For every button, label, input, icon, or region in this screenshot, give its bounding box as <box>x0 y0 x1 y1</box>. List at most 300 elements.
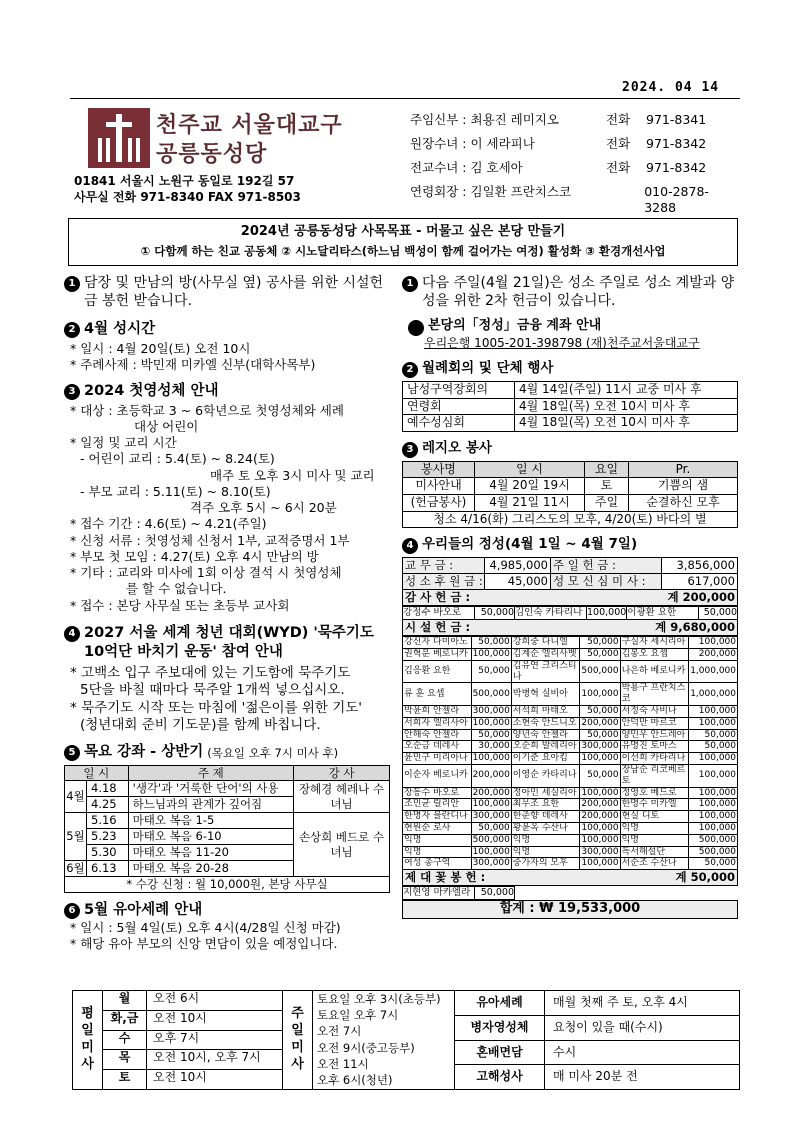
amount-cell: 100,000 <box>581 858 619 869</box>
sacrament-time: 매 미사 20분 전 <box>553 1069 638 1084</box>
weekday-mass-list <box>103 991 283 1089</box>
amount-cell: 200,000 <box>581 811 619 822</box>
header-cell: 일 시 <box>475 461 585 478</box>
table-row <box>403 511 738 528</box>
donor-cell: 익명 <box>403 846 472 858</box>
schedule-row <box>455 991 739 1016</box>
amount-cell: 300,000 <box>472 811 510 822</box>
left-column <box>64 274 396 952</box>
label-char: 일 <box>81 1023 94 1039</box>
table-row <box>403 811 738 823</box>
sacrament-name: 혼배면담 <box>455 1041 545 1065</box>
church-name <box>156 112 376 169</box>
amount-cell: 100,000 <box>587 606 627 618</box>
donor-cell: 강신자 다미아노 <box>403 637 472 649</box>
donor-cell: 서석희 마태오 <box>511 706 580 718</box>
sunday-mass-item: 토요일 오후 7시 <box>317 1008 399 1023</box>
amount-cell: 50,000 <box>580 764 620 787</box>
amount-cell: 100,000 <box>581 834 619 845</box>
amount-cell: 300,000 <box>581 846 619 857</box>
amount-cell: 500,000 <box>689 846 738 858</box>
donor-cell: 소현숙 안드니오 <box>511 717 580 729</box>
list-item: * 일시 : 5월 4일(토) 오후 4시(4/28일 신청 마감) <box>70 919 341 935</box>
amount-cell: 617,000 <box>662 574 738 590</box>
pastoral-goal-box <box>68 218 738 266</box>
schedule-row <box>103 1031 282 1051</box>
time-cell: 4월 18일(목) 오전 10시 미사 후 <box>515 398 738 415</box>
table-row <box>403 606 738 619</box>
church-name-line2: 공릉동성당 <box>156 141 268 167</box>
donor-cell: 윤민구 미리아나 <box>403 753 472 765</box>
section-number-icon: 4 <box>64 626 80 642</box>
section-title: 2027 서울 세계 청년 대회(WYD) '묵주기도 10억단 바치기 운동' 참여 안내 <box>84 624 374 660</box>
section-title: 레지오 봉사 <box>422 439 492 456</box>
label-char: 미 <box>291 1040 304 1055</box>
list-item: (청년대회 준비 기도문)를 함께 바칩니다. <box>80 717 321 734</box>
group-cell: 남성구역장회의 <box>403 381 515 398</box>
contact-role: 전교수녀 : 김 호세아 <box>410 160 523 175</box>
amount-cell: 100,000 <box>472 753 510 764</box>
amount-cell: 100,000 <box>581 822 619 833</box>
sacrament-list <box>455 991 739 1089</box>
amount-cell: 50,000 <box>580 637 620 649</box>
time-cell: 4월 20일 19시 <box>475 478 585 495</box>
header-cell: 주 제 <box>128 765 293 781</box>
donor-cell: 류 훈 요셉 <box>403 683 472 706</box>
donor-cell: 조민균 릴리안 <box>403 799 472 811</box>
donor-cell: 오순희 발레리아 <box>511 741 580 753</box>
table-row <box>403 822 738 834</box>
label-char: 주 <box>291 1006 304 1022</box>
table-row <box>403 787 738 799</box>
sacrament-name: 고해성사 <box>455 1065 545 1089</box>
label-char: 미 <box>81 1040 94 1055</box>
amount-cell: 200,000 <box>581 717 619 728</box>
donor-cell: 유명진 토마스 <box>620 741 689 753</box>
goal-title: 2024년 공릉동성당 사목목표 - 머물고 싶은 본당 만들기 <box>240 224 566 239</box>
label-cell: 성 소 후 원 금 : <box>403 574 485 590</box>
date-cell: 5.30 <box>87 845 129 861</box>
church-address <box>74 174 301 205</box>
label-char: 일 <box>291 1023 304 1039</box>
amount-cell: 500,000 <box>689 834 738 846</box>
time-cell: 오전 6시 <box>153 991 200 1005</box>
amount-cell: 50,000 <box>580 706 620 718</box>
amount-cell: 100,000 <box>581 753 619 764</box>
section-title: 월례회의 및 단체 행사 <box>422 359 554 376</box>
schedule-row <box>455 1016 739 1041</box>
contact-list <box>410 112 740 216</box>
donor-cell: 익명 <box>620 834 689 846</box>
schedule-row <box>103 1050 282 1070</box>
sunday-mass-item: 오후 6시(청년) <box>317 1073 393 1088</box>
amount-cell: 100,000 <box>472 649 510 660</box>
list-item: * 해당 유아 부모의 신앙 면담이 있을 예정입니다. <box>70 936 338 952</box>
altar-total: 계 50,000 <box>675 870 735 885</box>
note-cell: * 수강 신청 : 월 10,000원, 본당 사무실 <box>65 877 390 893</box>
section-number-icon: 2 <box>64 322 80 338</box>
section-number-icon: 1 <box>64 276 80 292</box>
list-item: * 주례사제 : 박민재 미카엘 신부(대학사목부) <box>70 357 316 373</box>
list-item: 격주 오후 5시 ~ 6시 20분 <box>190 500 337 516</box>
lecture-table <box>64 765 390 894</box>
contact-label: 전화 <box>606 112 631 127</box>
amount-cell: 100,000 <box>689 799 738 811</box>
contact-label <box>605 184 645 208</box>
table-row <box>403 858 738 870</box>
contact-role: 원장수녀 : 이 세라피나 <box>410 136 535 151</box>
thanks-offering-table <box>402 606 738 620</box>
amount-cell: 100,000 <box>689 717 738 729</box>
day-cell: 토 <box>585 478 629 495</box>
donor-cell: 오순금 데레사 <box>403 741 472 753</box>
contact-role: 주임신부 : 최용진 레미지오 <box>410 112 559 127</box>
donor-cell: 박병혁 실비아 <box>511 683 580 706</box>
amount-cell: 100,000 <box>689 764 738 787</box>
section-wyd <box>64 624 396 662</box>
list-item: * 일정 및 교리 시간 <box>70 435 177 451</box>
speaker-cell: 손상희 베드로 수녀님 <box>294 813 390 877</box>
donor-cell: 안덕만 마르코 <box>620 717 689 729</box>
header-cell: Pr. <box>629 461 738 478</box>
table-row <box>403 887 739 900</box>
amount-cell: 200,000 <box>689 649 738 661</box>
list-item: * 기타 : 교리와 미사에 1회 이상 결석 시 첫영성체 <box>70 565 342 581</box>
table-row <box>403 415 738 432</box>
month-cell: 5월 <box>65 813 87 861</box>
section-title: 본당의「정성」금융 계좌 안내 <box>428 318 602 334</box>
role-cell: (헌금봉사) <box>403 494 475 511</box>
donor-cell: 여성 총구역 <box>403 858 472 870</box>
amount-cell: 50,000 <box>475 606 515 619</box>
section-bank-account <box>402 318 738 336</box>
section-number-icon: 5 <box>64 745 80 761</box>
sacrament-name: 병자영성체 <box>455 1016 545 1040</box>
list-item: * 일시 : 4월 20일(토) 오전 10시 <box>70 341 251 357</box>
list-item: * 묵주기도 시작 또는 마침에 '젊은이를 위한 기도' <box>70 699 362 716</box>
top-rule <box>70 98 740 99</box>
donor-cell: 서희자 엘리사아 <box>403 717 472 729</box>
table-header-row <box>65 765 390 781</box>
donor-cell: 이순자 베로니카 <box>403 764 472 787</box>
list-item: * 신청 서류 : 첫영성체 신청서 1부, 교적증명서 1부 <box>70 532 350 548</box>
amount-cell: 3,856,000 <box>662 558 738 574</box>
section-title: 목요 강좌 - 상반기 <box>84 743 204 760</box>
sacrament-time: 요청이 있을 때(수시) <box>553 1019 663 1034</box>
address-line1: 01841 서울시 노원구 동일로 192길 57 <box>74 174 295 188</box>
donor-cell: 이선희 카타리나 <box>620 753 689 765</box>
time-cell: 오전 10시 <box>153 1010 207 1025</box>
table-row <box>403 574 738 590</box>
facility-total: 계 9,680,000 <box>655 620 735 635</box>
topic-cell: 마태오 복음 11-20 <box>128 845 293 861</box>
table-row <box>403 637 738 649</box>
section-title: 4월 성시간 <box>84 321 156 338</box>
topic-cell: 마태오 복음 6-10 <box>128 829 293 845</box>
time-cell: 오전 10시, 오후 7시 <box>153 1050 261 1065</box>
amount-cell: 100,000 <box>689 822 738 834</box>
table-row <box>403 649 738 661</box>
donor-cell: 강정수 바오로 <box>403 606 475 619</box>
donor-cell: 김유연 크리스티나 <box>511 660 580 683</box>
donor-cell: 익명 <box>511 846 580 858</box>
mass-schedule <box>72 990 740 1090</box>
label-char: 사 <box>81 1056 94 1072</box>
amount-cell: 200,000 <box>581 799 619 810</box>
time-cell: 4월 14일(주일) 11시 교중 미사 후 <box>515 381 738 398</box>
praesidium-cell: 순결하신 모후 <box>629 494 738 511</box>
section-thursday-lecture <box>64 743 396 762</box>
section-first-communion <box>64 382 396 401</box>
amount-cell: 50,000 <box>699 606 738 619</box>
sunday-mass-item: 토요일 오후 3시(초등부) <box>317 991 441 1006</box>
amount-cell: 100,000 <box>580 683 620 706</box>
donor-cell: 김응환 요한 <box>403 660 472 683</box>
amount-cell: 4,985,000 <box>485 558 551 574</box>
day-cell: 주일 <box>585 494 629 511</box>
amount-cell: 300,000 <box>472 858 510 869</box>
contact-row <box>410 184 740 216</box>
amount-cell: 100,000 <box>472 846 510 857</box>
month-cell: 6월 <box>66 861 85 876</box>
table-row <box>403 706 738 718</box>
list-item: * 부모 첫 모임 : 4.27(토) 오후 4시 만남의 방 <box>70 548 319 564</box>
amount-cell: 100,000 <box>472 799 510 810</box>
sunday-mass-list <box>313 991 455 1089</box>
facility-label: 시 설 헌 금 : <box>405 620 471 635</box>
donor-cell: 황윤옥 수산나 <box>511 822 580 834</box>
section-vocation-sunday <box>402 274 738 310</box>
donor-cell: 서순조 수산나 <box>620 858 689 870</box>
schedule-row <box>103 991 282 1011</box>
donor-cell: 익명 <box>511 834 580 846</box>
sunday-mass-label <box>283 991 313 1089</box>
date-cell: 5.16 <box>87 813 129 829</box>
list-item: 5단을 바칠 때마다 묵주알 1개씩 넣으십시오. <box>80 682 345 699</box>
role-cell: 미사안내 <box>403 478 475 495</box>
donor-cell: 한춘향 데레사 <box>511 811 580 823</box>
amount-cell: 100,000 <box>472 717 510 728</box>
list-item: * 접수 : 본당 사무실 또는 초등부 교사회 <box>70 597 290 613</box>
amount-cell: 100,000 <box>689 706 738 718</box>
time-cell: 오전 10시 <box>153 1070 207 1085</box>
donor-cell: 강희중 다니엘 <box>511 637 580 649</box>
table-row <box>65 781 390 797</box>
donor-cell: 최무조 요한 <box>511 799 580 811</box>
section-title: 2024 첫영성체 안내 <box>84 382 219 399</box>
contact-row <box>410 136 740 160</box>
table-row <box>403 558 738 574</box>
table-row <box>403 764 738 787</box>
donor-cell: 독서해설단 <box>620 846 689 858</box>
schedule-row <box>455 1065 739 1089</box>
praesidium-cell: 기쁨의 샘 <box>629 478 738 495</box>
donor-cell: 한명수 미카엘 <box>620 799 689 811</box>
day-cell: 월 <box>103 991 147 1010</box>
schedule-row <box>103 1070 282 1089</box>
date-cell: 6.13 <box>87 861 129 877</box>
table-row <box>403 683 738 706</box>
amount-cell: 50,000 <box>689 741 738 753</box>
contact-phone: 971-8342 <box>646 160 707 175</box>
contact-phone: 010-2878-3288 <box>644 184 709 216</box>
amount-cell: 100,000 <box>689 811 738 823</box>
donor-cell: 구실자 세시리아 <box>620 637 689 649</box>
donor-cell: 정아민 세실리아 <box>511 787 580 799</box>
header-cell: 봉사명 <box>403 461 475 478</box>
day-cell: 화,금 <box>103 1011 147 1030</box>
table-row <box>65 877 390 893</box>
legio-table <box>402 461 738 528</box>
bank-account: 우리은행 1005-201-398798 (재)천주교서울대교구 <box>424 336 700 351</box>
date-cell: 4.25 <box>87 797 129 813</box>
amount-cell: 50,000 <box>471 637 511 649</box>
amount-cell: 100,000 <box>689 637 738 649</box>
section-facility-offering <box>64 274 396 310</box>
label-char: 사 <box>291 1056 304 1072</box>
amount-cell: 200,000 <box>472 787 510 798</box>
group-cell: 예수성심회 <box>403 415 515 432</box>
altar-flower-table <box>402 886 738 900</box>
month-cell: 4월 <box>65 781 87 813</box>
thanks-total: 계 200,000 <box>667 590 735 604</box>
table-row <box>403 729 738 741</box>
topic-cell: 마태오 복음 1-5 <box>128 813 293 829</box>
weekday-mass-label <box>73 991 103 1089</box>
donor-cell: 장남순 리코베르토 <box>620 764 689 787</box>
right-column <box>402 274 738 919</box>
section-title: 다음 주일(4월 21일)은 성소 주일로 성소 계발과 양성을 위한 2차 헌금이 있습니다. <box>422 275 735 310</box>
donor-cell: 정영호 베드로 <box>620 787 689 799</box>
list-item: 대상 어린이 <box>134 418 199 434</box>
table-row <box>403 381 738 398</box>
amount-cell: 500,000 <box>471 683 511 706</box>
amount-cell: 50,000 <box>471 729 511 741</box>
donor-cell: 김봉오 요셉 <box>620 649 689 661</box>
speaker-cell: 장혜경 헤레나 수녀님 <box>294 781 390 813</box>
section-legio <box>402 440 738 458</box>
donor-cell: 김인숙 카타리나 <box>515 606 587 619</box>
bulletin-date: 2024. 04 14 <box>622 80 720 95</box>
section-number-icon: 4 <box>402 538 418 554</box>
list-item: * 접수 기간 : 4.6(토) ~ 4.21(주일) <box>70 516 267 532</box>
church-logo <box>88 108 150 168</box>
goal-subtitle: ① 다함께 하는 친교 공동체 ② 시노달리타스(하느님 백성이 함께 걸어가는 여정) 활성화 ③ 환경개선사업 <box>140 243 666 258</box>
label-cell: 주 일 헌 금 : <box>551 558 662 574</box>
section-holy-hour <box>64 320 396 339</box>
date-cell: 5.23 <box>87 829 129 845</box>
amount-cell: 100,000 <box>689 787 738 799</box>
table-row <box>403 846 738 858</box>
contact-row <box>410 160 740 184</box>
date-cell: 4.18 <box>87 781 129 797</box>
sunday-mass-item: 오전 9시(중고등부) <box>317 1040 415 1055</box>
sunday-mass-item: 오전 11시 <box>317 1057 369 1071</box>
table-row <box>403 717 738 729</box>
topic-cell: '생각'과 '거룩한 단어'의 사용 <box>128 781 293 797</box>
topic-cell: 하느님과의 관계가 깊어짐 <box>128 797 293 813</box>
amount-cell: 500,000 <box>580 660 620 683</box>
label-cell: 성 모 신 심 미 사 : <box>551 574 662 590</box>
amount-cell: 500,000 <box>472 834 510 845</box>
cross-emblem-icon <box>88 108 150 168</box>
schedule-row <box>103 1011 282 1031</box>
contact-phone: 971-8342 <box>646 136 707 151</box>
contact-phone: 971-8341 <box>646 112 707 127</box>
meetings-table <box>402 381 738 432</box>
amount-cell: 200,000 <box>471 764 511 787</box>
sunday-mass-item: 오전 7시 <box>317 1024 362 1039</box>
church-name-line1: 천주교 서울대교구 <box>156 113 343 138</box>
amount-cell: 100,000 <box>689 753 738 765</box>
donor-cell: 박윤희 안젤라 <box>403 706 472 718</box>
contact-label: 전화 <box>606 160 631 175</box>
amount-cell: 50,000 <box>689 729 738 741</box>
amount-cell: 300,000 <box>581 741 619 752</box>
donor-cell: 김계순 엘리사벳 <box>511 649 580 661</box>
header-cell: 일 시 <box>65 765 129 781</box>
donor-cell: 이영순 카타리나 <box>511 764 580 787</box>
section-title: 담장 및 만남의 방(사무실 옆) 공사를 위한 시설헌금 봉헌 받습니다. <box>84 275 384 310</box>
donor-cell: 안해숙 안젤라 <box>403 729 472 741</box>
group-cell: 연령회 <box>403 398 515 415</box>
amount-cell: 1,000,000 <box>689 683 738 706</box>
section-offerings <box>402 536 738 554</box>
section-marker-icon <box>408 320 424 336</box>
contact-label: 전화 <box>606 136 631 151</box>
section-infant-baptism <box>64 901 396 920</box>
facility-offering-table <box>402 636 738 870</box>
header-cell: 요일 <box>585 461 629 478</box>
schedule-row <box>455 1041 739 1066</box>
table-row <box>403 741 738 753</box>
donor-cell: 지현영 마카엘라 <box>403 887 475 900</box>
empty-cell <box>515 887 739 900</box>
amount-cell: 50,000 <box>471 660 511 683</box>
section-number-icon: 6 <box>64 903 80 919</box>
table-row <box>403 660 738 683</box>
day-cell: 목 <box>103 1050 147 1069</box>
section-number-icon: 1 <box>402 276 418 292</box>
donor-cell: 양민우 안드레아 <box>620 729 689 741</box>
donor-cell: 현원순 로사 <box>403 822 472 834</box>
table-row <box>65 813 390 829</box>
donor-cell: 이기준 요아킴 <box>511 753 580 765</box>
donor-cell: 익명 <box>403 834 472 846</box>
day-cell: 수 <box>103 1031 147 1050</box>
section-number-icon: 2 <box>402 362 418 378</box>
time-cell: 4월 21일 11시 <box>475 494 585 511</box>
list-item: - 어린이 교리 : 5.4(토) ~ 8.24(토) <box>80 451 275 467</box>
contact-row <box>410 112 740 136</box>
note-cell: 청소 4/16(화) 그리스도의 모후, 4/20(토) 바다의 별 <box>403 511 738 528</box>
altar-flower-header <box>402 870 738 886</box>
table-row <box>403 398 738 415</box>
table-row <box>403 799 738 811</box>
table-row <box>403 478 738 495</box>
table-row <box>403 494 738 511</box>
table-header-row <box>403 461 738 478</box>
donor-cell: 서정숙 사비나 <box>620 706 689 718</box>
facility-offering-header <box>402 620 738 636</box>
donor-cell: 양년숙 안젤라 <box>511 729 580 741</box>
day-cell: 토 <box>103 1070 147 1089</box>
label-char: 평 <box>81 1006 94 1022</box>
section-title: 우리들의 정성(4월 1일 ~ 4월 7일) <box>422 536 638 553</box>
sacrament-time: 수시 <box>553 1044 577 1059</box>
donor-cell: 익명 <box>620 822 689 834</box>
amount-cell: 30,000 <box>471 741 511 753</box>
